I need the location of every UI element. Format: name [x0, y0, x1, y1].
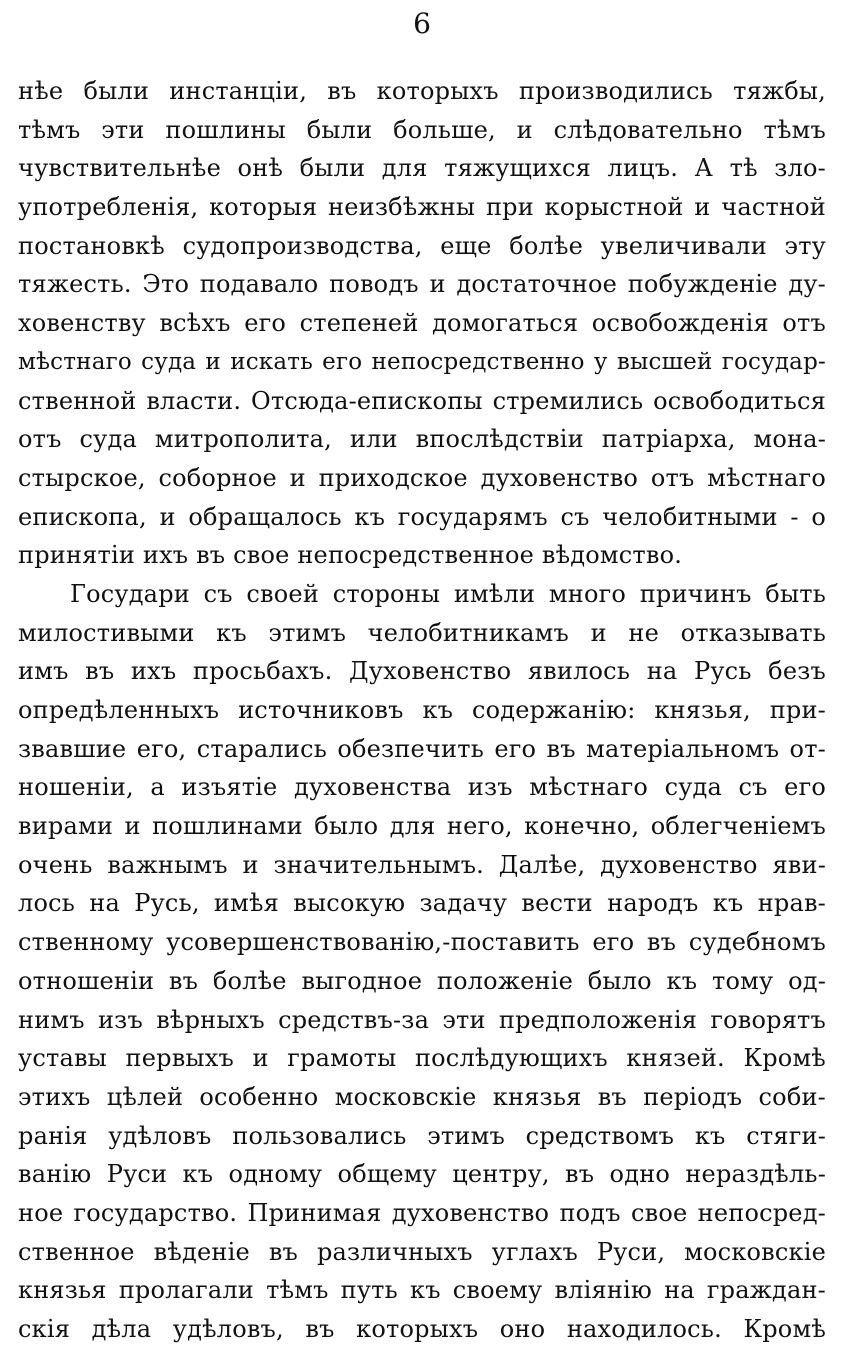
text-line: чувствительнѣе онѣ были для тяжущихся лицъ. А тѣ зло- — [18, 154, 826, 183]
text-line: ванію Руси къ одному общему центру, въ одно нераздѣль- — [18, 1160, 826, 1189]
text-line: ственному усовершенствованію,-поставить его въ судебномъ — [18, 928, 826, 957]
text-line: имъ въ ихъ просьбахъ. Духовенство явилось на Русь безъ — [18, 657, 826, 686]
text-line: этихъ цѣлей особенно московскіе князья въ періодъ соби- — [18, 1082, 826, 1111]
text-line: отъ суда митрополита, или впослѣдствіи патріарха, мона- — [18, 425, 826, 454]
text-line: нимъ изъ вѣрныхъ средствъ-за эти предположенія говорятъ — [18, 1005, 826, 1034]
text-line: лось на Русь, имѣя высокую задачу вести народъ къ нрав- — [18, 889, 826, 918]
page-number: 6 — [413, 7, 431, 40]
text-line: отношеніи въ болѣе выгодное положеніе было къ тому од- — [18, 966, 826, 995]
text-line: епископа, и обращалось къ государямъ съ челобитными - о — [18, 502, 826, 531]
text-line: милостивыми къ этимъ челобитникамъ и не отказывать — [18, 618, 826, 647]
text-line: вирами и пошлинами было для него, конечно, облегченіемъ — [18, 812, 826, 841]
text-line: тѣмъ эти пошлины были больше, и слѣдовательно тѣмъ — [18, 115, 826, 144]
text-line: ственной власти. Отсюда-епископы стремились освободиться — [18, 386, 826, 415]
text-line: звавшие его, старались обезпечить его въ матеріальномъ от- — [18, 734, 826, 763]
paragraph-last-line: принятіи ихъ въ свое непосредственное вѣдомство. — [18, 541, 683, 570]
text-line: тяжесть. Это подавало поводъ и достаточное побужденіе ду- — [18, 270, 826, 299]
text-line: ховенству всѣхъ его степеней домогаться освобожденія отъ — [18, 309, 826, 338]
text-line: нѣе были инстанціи, въ которыхъ производились тяжбы, — [18, 77, 826, 105]
text-line: употребленія, которыя неизбѣжны при корыстной и частной — [18, 193, 826, 222]
text-line: скія дѣла удѣловъ, въ которыхъ оно находилось. Кромѣ — [18, 1315, 826, 1343]
paragraph-first-line: Государи съ своей стороны имѣли много причинъ быть — [70, 579, 826, 608]
text-line: очень важнымъ и значительнымъ. Далѣе, духовенство яви- — [18, 850, 826, 879]
text-line: князья пролагали тѣмъ путь къ своему вліянію на граждан- — [18, 1276, 826, 1305]
text-line: уставы первыхъ и грамоты послѣдующихъ князей. Кромѣ — [18, 1044, 826, 1073]
text-line: ранія удѣловъ пользовались этимъ средствомъ къ стяги- — [18, 1121, 826, 1150]
body-text — [18, 72, 826, 1349]
text-line: постановкѣ судопроизводства, еще болѣе увеличивали эту — [18, 231, 826, 260]
text-line: мѣстнаго суда и искать его непосредственно у высшей государ- — [18, 348, 826, 375]
text-line: опредѣленныхъ источниковъ къ содержанію: князья, при- — [18, 696, 826, 724]
text-line: ное государство. Принимая духовенство подъ свое непосред- — [18, 1198, 826, 1227]
text-line: ношеніи, а изъятіе духовенства изъ мѣстнаго суда съ его — [18, 773, 826, 802]
text-line: стырское, соборное и приходское духовенство отъ мѣстнаго — [18, 463, 826, 492]
text-line: ственное вѣденіе въ различныхъ углахъ Руси, московскіе — [18, 1237, 826, 1266]
